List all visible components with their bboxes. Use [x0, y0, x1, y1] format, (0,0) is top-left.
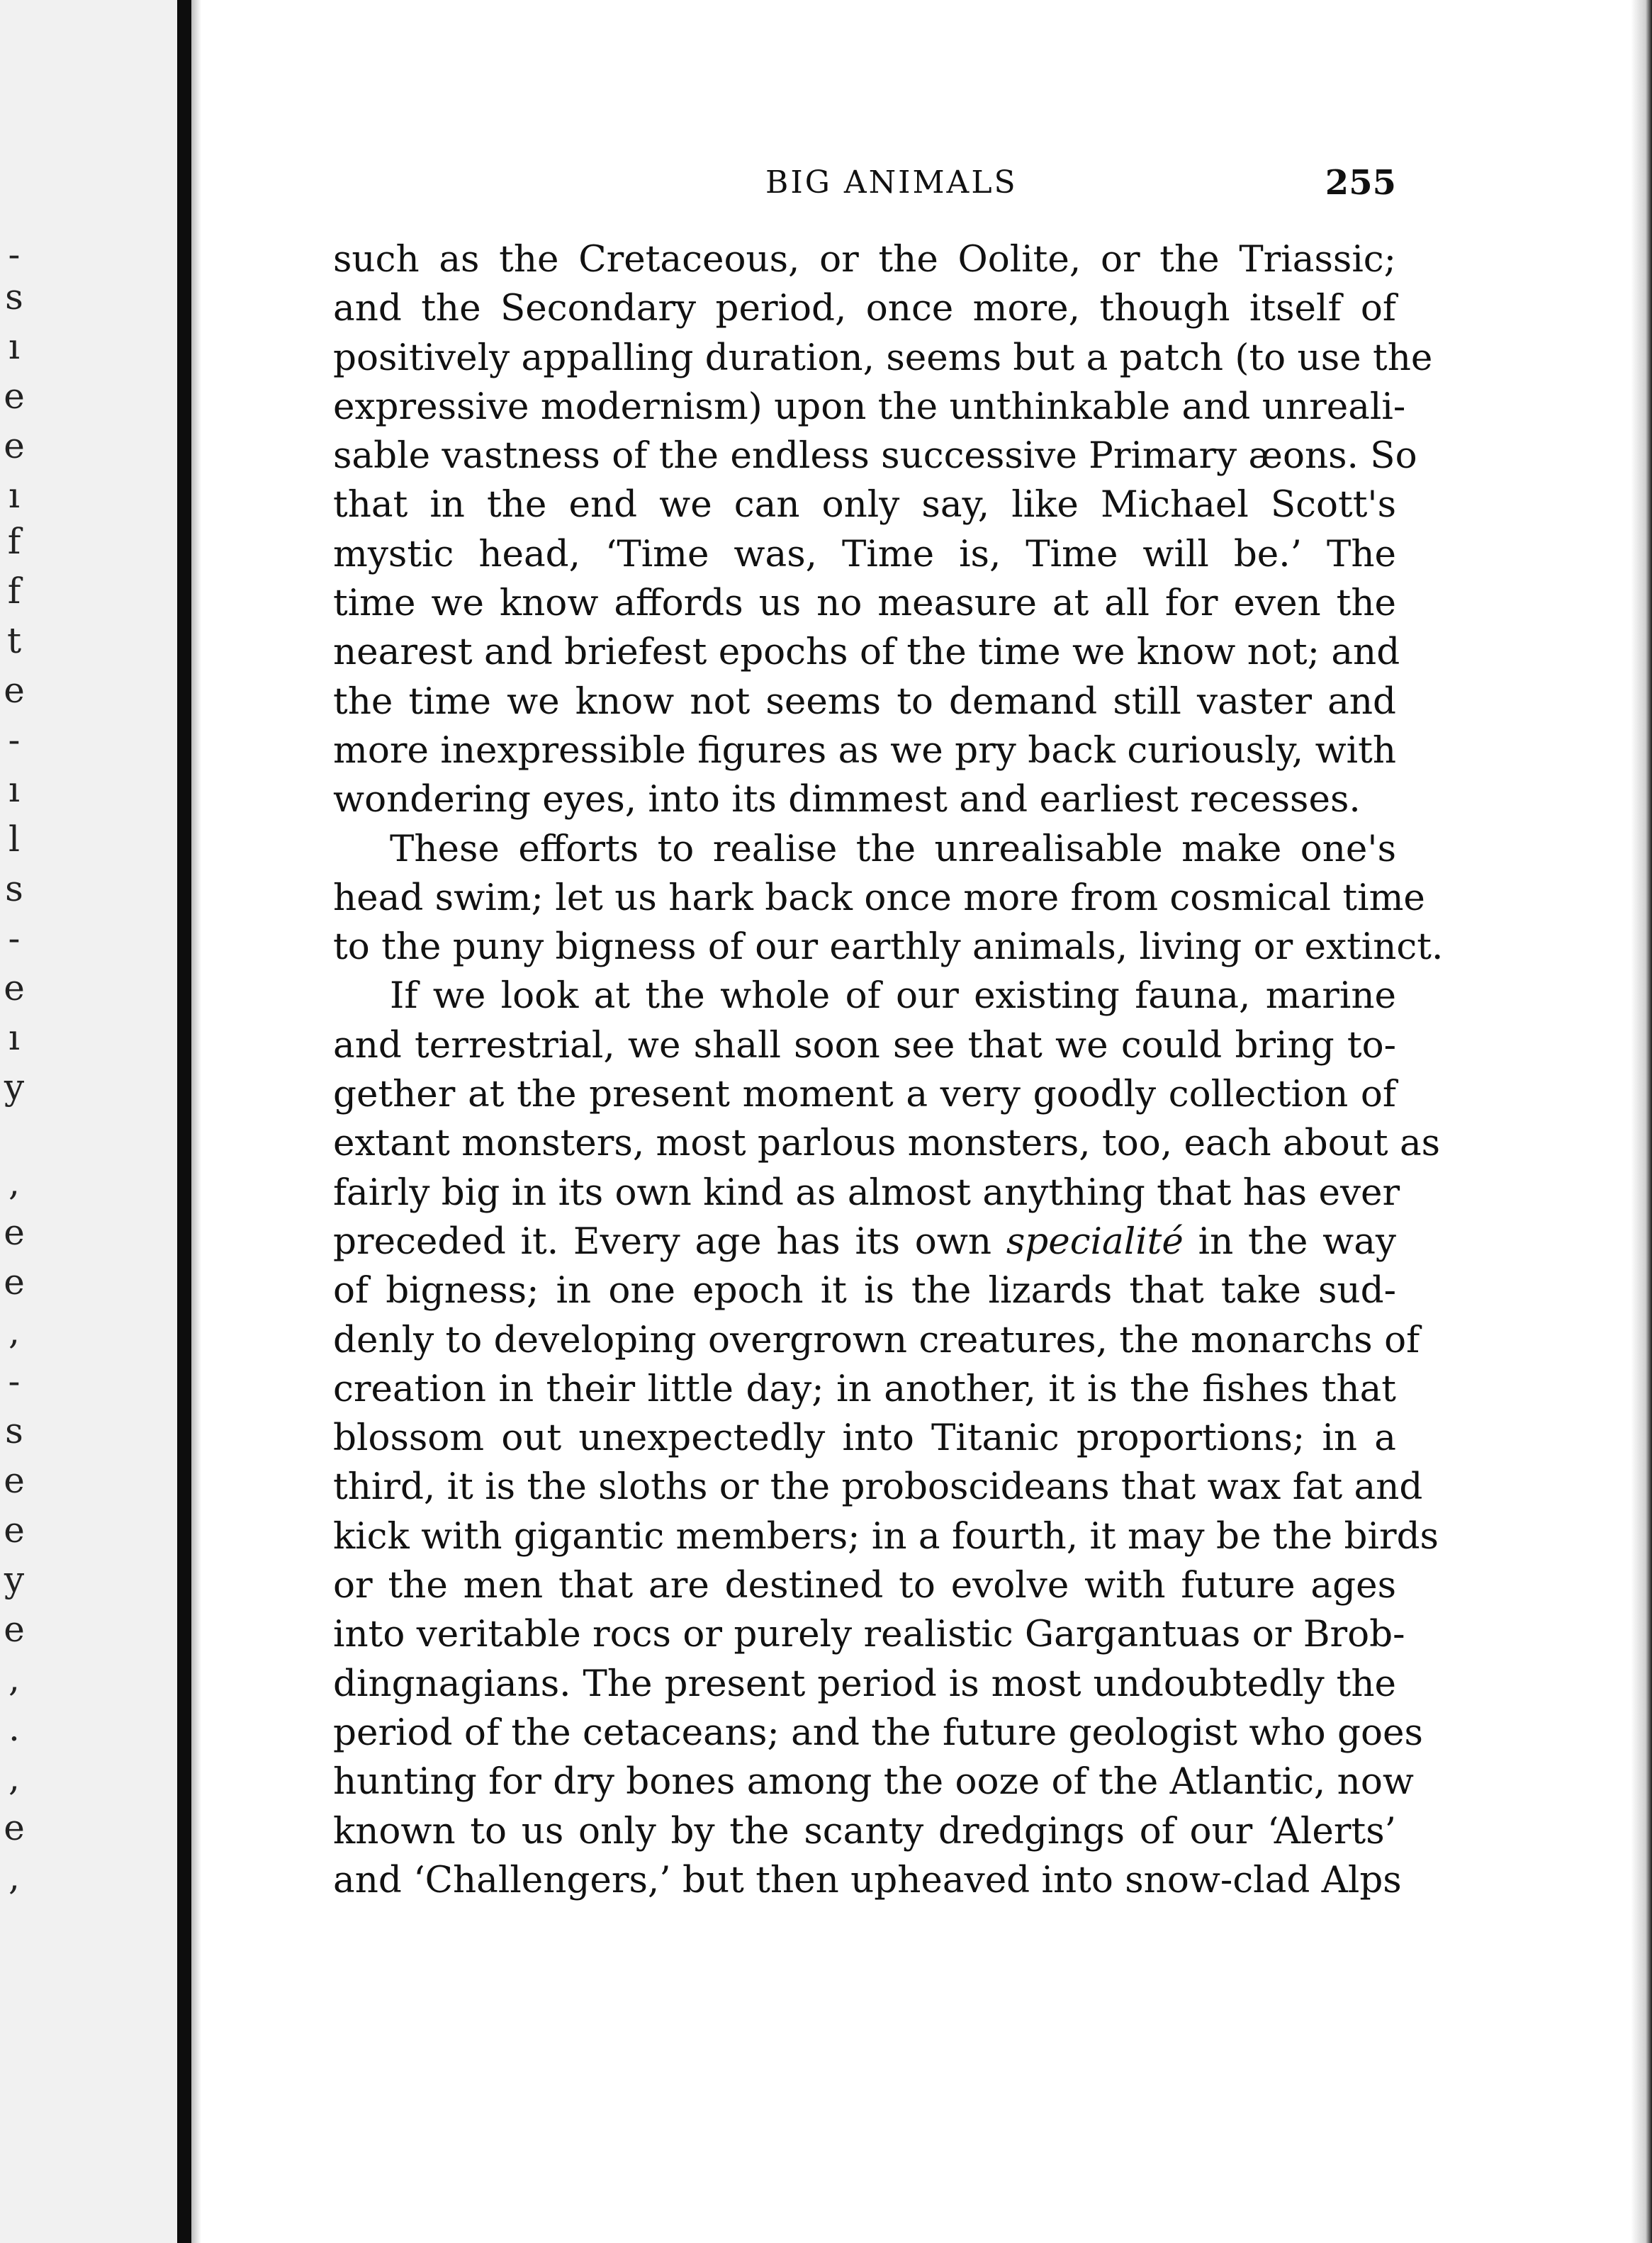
text-line: hunting for dry bones among the ooze of the Atlantic, now	[333, 1760, 1414, 1804]
text-line: sable vastness of the endless successive Primary æons. So	[333, 434, 1417, 478]
text-segment: in the way	[1198, 1220, 1397, 1263]
margin-fragment: y	[4, 1067, 25, 1108]
margin-fragment: ,	[9, 1162, 20, 1203]
text-line: If we look at the whole of our existing fauna, marine	[390, 974, 1396, 1018]
text-line: more inexpressible figures as we pry back curiously, with	[333, 729, 1396, 772]
text-line: extant monsters, most parlous monsters, too, each about as	[333, 1122, 1441, 1165]
margin-fragment: e	[4, 425, 25, 466]
margin-fragment: ,	[9, 1758, 20, 1799]
text-line: These efforts to realise the unrealisable make one's	[390, 827, 1396, 870]
book-gutter	[177, 0, 191, 2243]
margin-fragment: e	[4, 376, 25, 417]
margin-fragment: .	[9, 1708, 20, 1749]
text-line: time we know affords us no measure at all for even the	[333, 582, 1396, 625]
running-title: BIG ANIMALS	[765, 164, 1018, 201]
margin-fragment: ,	[9, 1857, 20, 1898]
body-text	[333, 235, 1444, 1905]
text-line: expressive modernism) upon the unthinkable and unreali-	[333, 385, 1406, 428]
text-line: into veritable rocs or purely realistic Gargantuas or Brob-	[333, 1613, 1405, 1656]
text-line: wondering eyes, into its dimmest and earliest recesses.	[333, 778, 1361, 821]
text-line: kick with gigantic members; in a fourth, it may be the birds	[333, 1514, 1439, 1558]
margin-fragment: f	[7, 570, 21, 612]
margin-fragment: e	[4, 1510, 25, 1551]
margin-fragment: f	[7, 521, 21, 562]
margin-fragment: ı	[9, 326, 20, 367]
text-line	[333, 1218, 1396, 1266]
margin-fragment: e	[4, 670, 25, 711]
margin-fragment: y	[4, 1559, 25, 1600]
text-line: that in the end we can only say, like Michael Scott's	[333, 483, 1396, 527]
text-line: gether at the present moment a very goodly collection of	[333, 1073, 1396, 1116]
page-edge-shadow	[1631, 0, 1652, 2243]
margin-fragment: e	[4, 967, 25, 1008]
running-head	[333, 156, 1396, 220]
margin-fragment: e	[4, 1460, 25, 1501]
text-line: period of the cetaceans; and the future geologist who goes	[333, 1711, 1423, 1754]
text-line: mystic head, ‘Time was, Time is, Time will be.’ The	[333, 532, 1396, 575]
text-line: creation in their little day; in another, it is the fishes that	[333, 1367, 1396, 1410]
margin-fragment: s	[5, 276, 23, 317]
text-line: the time we know not seems to demand still vaster and	[333, 680, 1396, 723]
gutter-shadow	[191, 0, 201, 2243]
text-line: and the Secondary period, once more, though itself of	[333, 287, 1396, 330]
text-line: head swim; let us hark back once more from cosmical time	[333, 876, 1425, 919]
margin-fragment: -	[8, 719, 21, 760]
text-segment: preceded it. Every age has its own	[333, 1220, 992, 1263]
margin-fragment: -	[8, 234, 21, 275]
text-line: blossom out unexpectedly into Titanic proportions; in a	[333, 1417, 1396, 1460]
margin-fragment: e	[4, 1212, 25, 1253]
text-line: denly to developing overgrown creatures, the monarchs of	[333, 1318, 1420, 1361]
book-page	[333, 156, 1444, 1905]
text-line: to the puny bigness of our earthly animals, living or extinct.	[333, 926, 1444, 969]
margin-fragment: ,	[9, 1311, 20, 1352]
text-line: third, it is the sloths or the proboscideans that wax fat and	[333, 1466, 1423, 1509]
margin-fragment: s	[5, 1410, 23, 1451]
text-line: of bigness; in one epoch it is the lizards that take sud-	[333, 1269, 1396, 1312]
margin-fragment: e	[4, 1807, 25, 1848]
previous-page-edge	[0, 0, 177, 2243]
margin-fragment: e	[4, 1261, 25, 1303]
text-line: or the men that are destined to evolve with future ages	[333, 1564, 1396, 1607]
text-line: fairly big in its own kind as almost anything that has ever	[333, 1171, 1400, 1214]
text-line: nearest and briefest epochs of the time we know not; and	[333, 631, 1400, 674]
margin-fragment: ı	[9, 769, 20, 810]
page-number: 255	[1325, 163, 1396, 203]
text-line: dingnagians. The present period is most undoubtedly the	[333, 1662, 1396, 1705]
margin-fragment: -	[8, 1361, 21, 1402]
margin-fragment: t	[6, 620, 22, 661]
margin-fragment: e	[4, 1609, 25, 1650]
italic-term: specialité	[1006, 1220, 1184, 1263]
margin-fragment: -	[8, 918, 21, 959]
text-line: and terrestrial, we shall soon see that we could bring to-	[333, 1023, 1396, 1067]
margin-fragment: s	[5, 868, 23, 909]
text-line: such as the Cretaceous, or the Oolite, or the Triassic;	[333, 238, 1396, 281]
text-line: known to us only by the scanty dredgings of our ‘Alerts’	[333, 1809, 1396, 1853]
text-line: and ‘Challengers,’ but then upheaved into snow-clad Alps	[333, 1858, 1402, 1901]
margin-fragment: ı	[9, 475, 20, 516]
margin-fragment: l	[9, 819, 20, 860]
margin-fragment: ı	[9, 1017, 20, 1058]
text-line: positively appalling duration, seems but a patch (to use the	[333, 336, 1433, 379]
margin-fragment: ,	[9, 1658, 20, 1699]
